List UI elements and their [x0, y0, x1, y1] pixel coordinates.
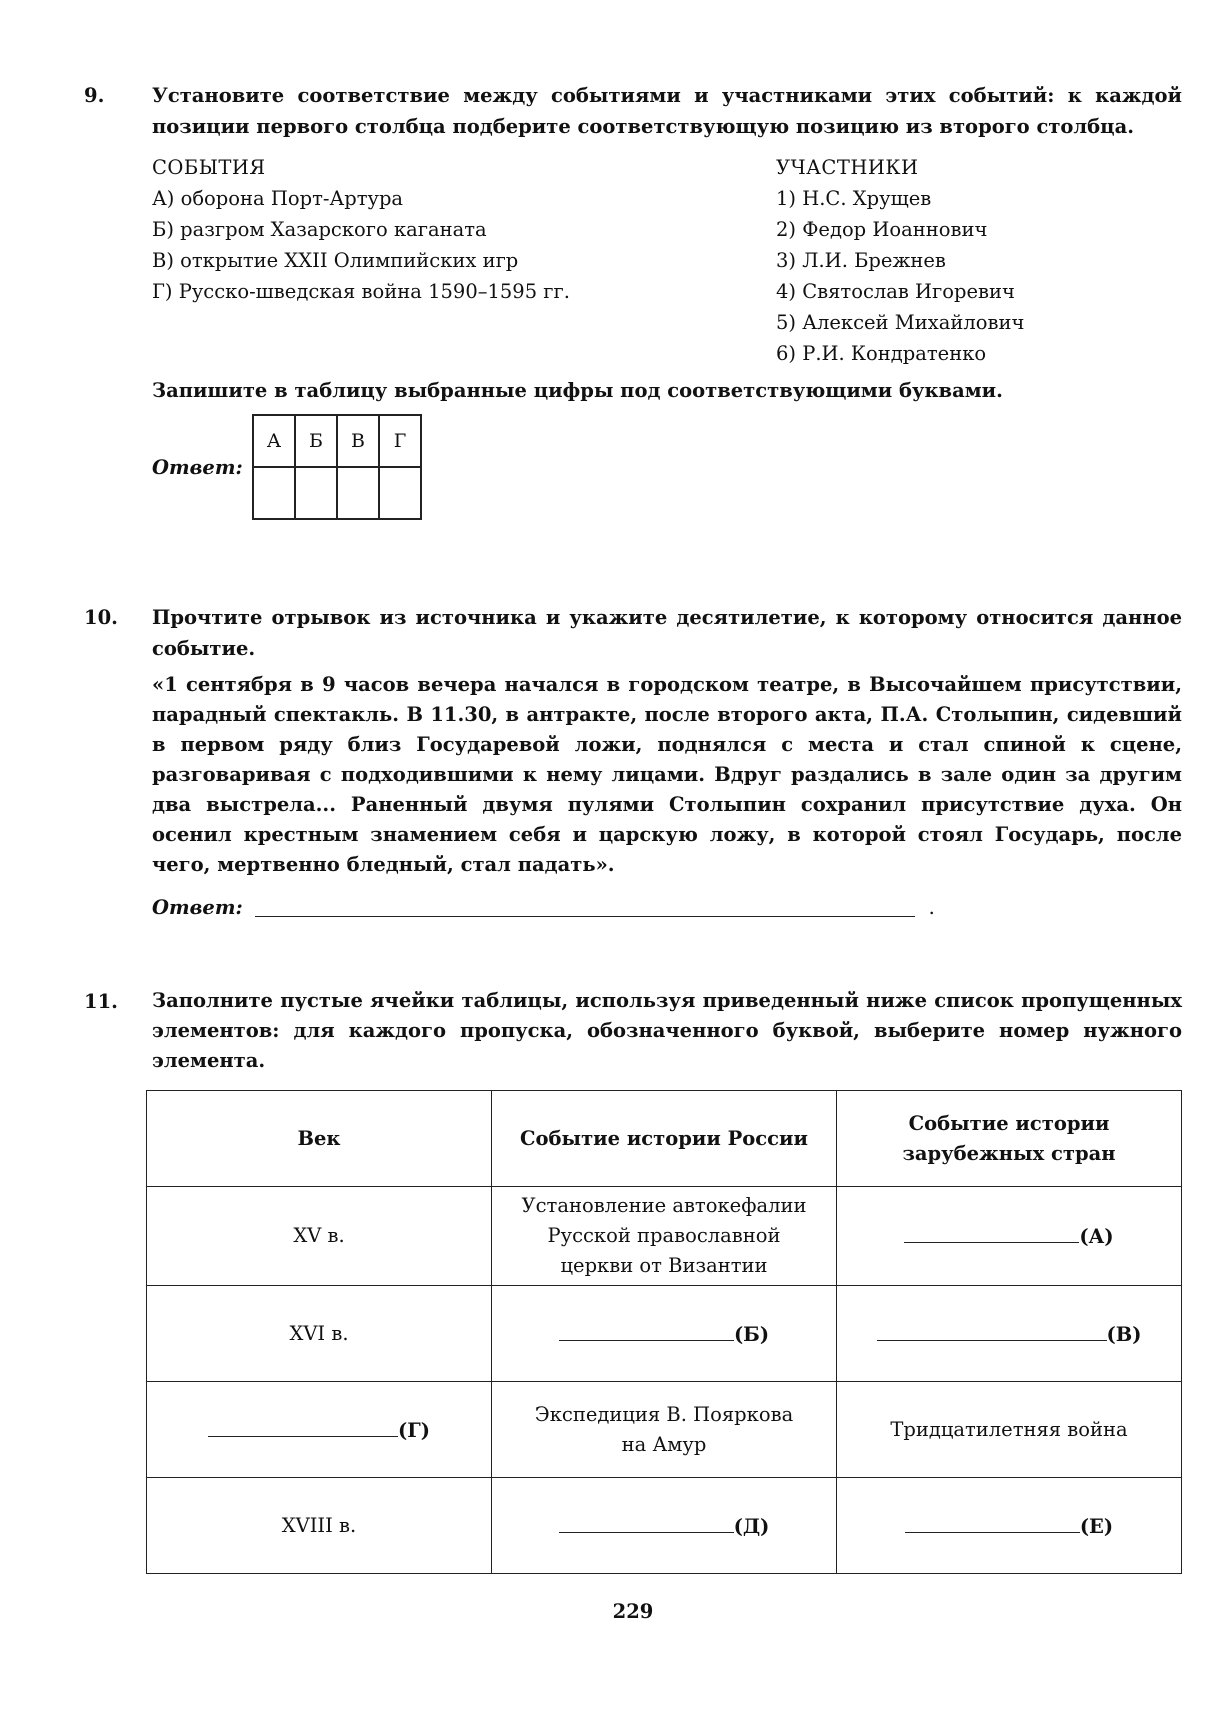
participant-item: 2) Федор Иоаннович	[776, 218, 988, 241]
task-10	[84, 602, 1184, 923]
participants-header: УЧАСТНИКИ	[776, 156, 919, 179]
task-9-instruction: Установите соответствие между событиями и участниками этих событий: к каждой позиции первого столбца подберите соответствующую позицию из второго столбца.	[152, 84, 1182, 138]
answer-cell-b[interactable]	[295, 467, 337, 519]
answer-end-dot: .	[928, 896, 935, 919]
gap-line[interactable]	[208, 1414, 398, 1437]
answer-letter: Б	[295, 415, 337, 467]
gap-label: (А)	[1079, 1225, 1114, 1248]
russia-event-cell	[492, 1187, 837, 1286]
russia-gap-cell[interactable]	[492, 1286, 837, 1382]
task-10-instruction: Прочтите отрывок из источника и укажите десятилетие, к которому относится данное событие.	[152, 606, 1182, 660]
answer-letter: В	[337, 415, 379, 467]
event-item: В) открытие XXII Олимпийских игр	[152, 249, 519, 272]
participant-item: 5) Алексей Михайлович	[776, 311, 1025, 334]
answer-cell-a[interactable]	[253, 467, 295, 519]
foreign-gap-cell[interactable]	[837, 1187, 1182, 1286]
century-cell: XV в.	[147, 1187, 492, 1286]
header-century: Век	[147, 1091, 492, 1187]
task-10-number: 10.	[84, 606, 118, 629]
russia-event-text: Установление автокефалии Русской православной церкви от Византии	[521, 1194, 807, 1277]
answer-cell-g[interactable]	[379, 467, 421, 519]
answer-label: Ответ:	[152, 896, 243, 919]
russia-gap-cell[interactable]	[492, 1478, 837, 1574]
participant-item: 3) Л.И. Брежнев	[776, 249, 946, 272]
participant-item: 4) Святослав Игоревич	[776, 280, 1015, 303]
century-cell: XVI в.	[147, 1286, 492, 1382]
participant-item: 1) Н.С. Хрущев	[776, 187, 932, 210]
header-foreign-text: Событие истории зарубежных стран	[902, 1111, 1116, 1165]
gap-label: (Д)	[733, 1514, 770, 1538]
task-11-table	[146, 1090, 1182, 1574]
header-foreign	[837, 1091, 1182, 1187]
events-column	[152, 152, 776, 369]
answer-label: Ответ:	[152, 455, 243, 479]
foreign-gap-cell[interactable]	[837, 1286, 1182, 1382]
event-item: Б) разгром Хазарского каганата	[152, 218, 487, 241]
table-instruction: Запишите в таблицу выбранные цифры под соответствующими буквами.	[152, 379, 1003, 402]
task-10-quote: «1 сентября в 9 часов вечера начался в городском театре, в Высочайшем присутствии, парадный спектакль. В 11.30, в антракте, после второго акта, П.А. Столыпин, сидевший в первом ряду близ Государевой ложи, поднялся с места и стал спиной к сцене, разговаривая с подходившими к нему лицами. Вдруг раздались в зале один за другим два выстрела... Раненный двумя пулями Столыпин сохранил присутствие духа. Он осенил крестным знамением себя и царскую ложу, в которой стоял Государь, после чего, мертвенно бледный, стал падать».	[152, 673, 1182, 876]
russia-event-text: Экспедиция В. Пояркова на Амур	[534, 1402, 794, 1456]
page-number: 229	[612, 1600, 654, 1623]
table-row	[147, 1382, 1182, 1478]
table-row	[147, 1478, 1182, 1574]
task-11-number: 11.	[84, 990, 118, 1013]
event-item: Г) Русско-шведская война 1590–1595 гг.	[152, 280, 570, 303]
task-9-number: 9.	[84, 84, 105, 107]
participants-column	[776, 152, 1024, 369]
answer-line[interactable]	[255, 916, 915, 917]
header-russia: Событие истории России	[492, 1091, 837, 1187]
participant-item: 6) Р.И. Кондратенко	[776, 342, 987, 365]
answer-cell-v[interactable]	[337, 467, 379, 519]
table-row	[147, 1187, 1182, 1286]
task-9	[84, 80, 1184, 520]
gap-line[interactable]	[905, 1510, 1080, 1533]
gap-label: (Е)	[1079, 1514, 1114, 1538]
answer-letter: А	[253, 415, 295, 467]
foreign-event-cell: Тридцатилетняя война	[837, 1382, 1182, 1478]
century-cell: XVIII в.	[147, 1478, 492, 1574]
task-11-instruction: Заполните пустые ячейки таблицы, используя приведенный ниже список пропущенных элементов: для каждого пропуска, обозначенного буквой, выберите номер нужного элемента.	[152, 989, 1182, 1072]
gap-label: (Г)	[398, 1418, 430, 1442]
century-gap-cell[interactable]	[147, 1382, 492, 1478]
answer-table	[252, 414, 422, 520]
russia-event-cell	[492, 1382, 837, 1478]
gap-line[interactable]	[559, 1318, 734, 1341]
task-11	[84, 986, 1184, 1574]
answer-letter: Г	[379, 415, 421, 467]
events-header: СОБЫТИЯ	[152, 156, 266, 179]
foreign-gap-cell[interactable]	[837, 1478, 1182, 1574]
gap-label: (В)	[1106, 1322, 1142, 1346]
gap-line[interactable]	[559, 1510, 734, 1533]
table-row	[147, 1286, 1182, 1382]
table-header-row	[147, 1091, 1182, 1187]
gap-line[interactable]	[877, 1318, 1107, 1341]
gap-line[interactable]	[904, 1220, 1079, 1243]
event-item: А) оборона Порт-Артура	[152, 187, 404, 210]
gap-label: (Б)	[733, 1322, 770, 1346]
